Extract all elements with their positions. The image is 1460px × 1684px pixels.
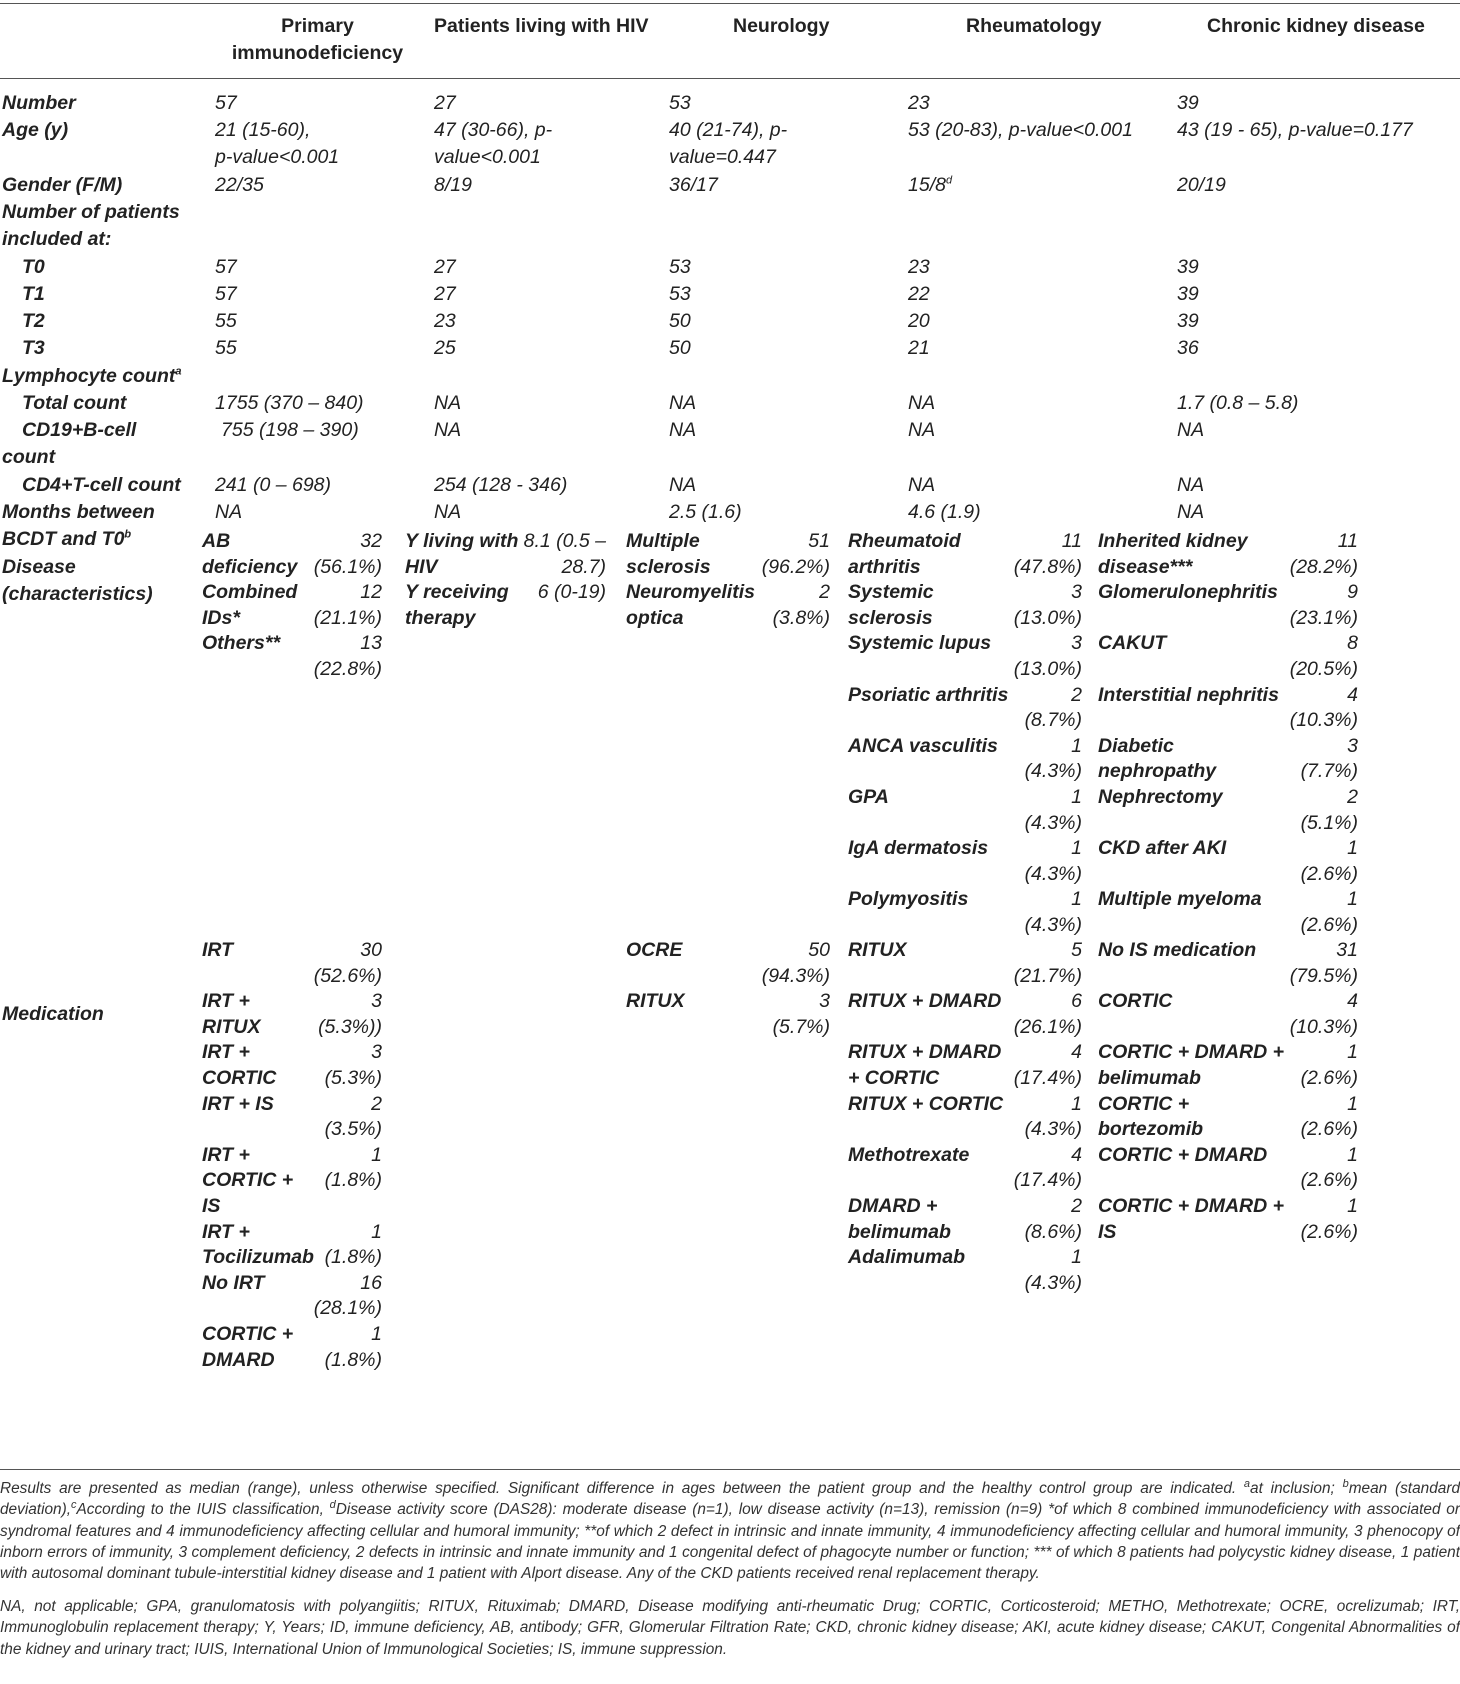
medication-rheum-value-2: (17.4%) — [1013, 1067, 1082, 1089]
row-label-number: Number — [2, 92, 76, 114]
disease-ckd-name-2: CAKUT — [1098, 632, 1167, 655]
medication-rheum-value-6: 1 — [1071, 1246, 1082, 1269]
medication-pid-name-0: IRT — [202, 939, 234, 961]
t3-cell-0: 55 — [215, 337, 237, 359]
cd4-cell-0: 241 (0 – 698) — [215, 474, 332, 496]
medication-ckd-value-4: 1 — [1347, 1143, 1358, 1166]
medication-ckd-name-2: CORTIC + DMARD + — [1098, 1041, 1284, 1064]
disease-ckd-value-7: 1 — [1347, 888, 1358, 911]
medication-rheum-value-5: (8.6%) — [1024, 1220, 1082, 1243]
t1-cell-0: 57 — [215, 283, 237, 305]
medication-ckd-value-3: (2.6%) — [1300, 1118, 1358, 1141]
disease-pid-value-1: 12 — [360, 581, 382, 604]
medication-ckd-value-0: (79.5%) — [1289, 964, 1358, 987]
cd4-cell-4: NA — [1177, 474, 1205, 496]
header-bottom-rule — [0, 78, 1460, 79]
disease-ckd-value-3: (10.3%) — [1289, 709, 1358, 732]
row-label-age: Age (y) — [2, 119, 69, 141]
disease-ckd-value-1: 9 — [1347, 581, 1358, 604]
number-cell-1: 27 — [434, 92, 456, 114]
row-label-t2: T2 — [22, 310, 45, 332]
disease-neuro-name-1: optica — [626, 606, 684, 629]
age-hiv: 47 (30-66), p- value<0.001 — [434, 119, 553, 168]
medication-neuro-value-1: (5.7%) — [772, 1015, 830, 1038]
disease-ckd-value-7: (2.6%) — [1300, 914, 1358, 936]
medication-pid-value-2: (5.3%) — [324, 1067, 382, 1089]
medication-rheum-name-5: belimumab — [848, 1220, 951, 1243]
disease-pid-name-1: Combined — [202, 581, 298, 604]
disease-rheum-value-5: (4.3%) — [1024, 811, 1082, 834]
disease-hiv-name-1: Y receiving — [405, 581, 509, 604]
disease-ckd-name-1: Glomerulonephritis — [1098, 581, 1278, 604]
t0-cell-0: 57 — [215, 256, 237, 278]
disease-rheum-value-5: 1 — [1071, 786, 1082, 808]
disease-neuro-value-1: (3.8%) — [772, 606, 830, 629]
medication-pid-value-3: 2 — [371, 1092, 382, 1115]
disease-hiv-value-0: 8.1 (0.5 – — [523, 530, 606, 552]
gender-neurology: 36/17 — [669, 174, 718, 196]
disease-hiv-name-0: Y living with — [405, 530, 519, 552]
disease-ckd-name-5: Nephrectomy — [1098, 786, 1223, 808]
medication-ckd-name-5: IS — [1098, 1220, 1117, 1243]
medication-pid-value-1: 3 — [371, 990, 382, 1013]
medication-rheum-name-0: RITUX — [848, 939, 907, 961]
medication-rheum-value-4: 4 — [1071, 1143, 1082, 1166]
cd4-cell-1: 254 (128 - 346) — [434, 474, 568, 496]
medication-pid-name-7: DMARD — [202, 1348, 275, 1371]
medication-pid-name-4: IRT + — [202, 1143, 250, 1166]
months-cell-4: NA — [1177, 501, 1205, 523]
medication-ckd-name-0: No IS medication — [1098, 939, 1257, 961]
medication-pid-name-4: CORTIC + — [202, 1169, 294, 1192]
disease-rheum-value-3: (8.7%) — [1024, 709, 1082, 732]
number-cell-2: 53 — [669, 92, 691, 114]
medication-rheum-name-4: Methotrexate — [848, 1143, 970, 1166]
medication-ckd-value-5: (2.6%) — [1300, 1220, 1358, 1243]
medication-pid-name-1: RITUX — [202, 1015, 261, 1038]
disease-ckd-value-1: (23.1%) — [1289, 606, 1358, 629]
medication-pid-name-2: IRT + — [202, 1041, 250, 1064]
medication-pid-value-5: 1 — [371, 1220, 382, 1243]
medication-rheum-value-1: 6 — [1071, 990, 1082, 1013]
disease-rheum-name-1: Systemic — [848, 581, 934, 604]
t1-cell-1: 27 — [434, 283, 456, 305]
disease-pid-name-0: deficiency — [202, 555, 298, 578]
age-ckd: 43 (19 - 65), p-value=0.177 — [1177, 119, 1413, 141]
disease-rheum-value-0: 11 — [1061, 530, 1082, 552]
medication-neuro-name-0: OCRE — [626, 939, 683, 961]
medication-pid-name-3: IRT + IS — [202, 1092, 274, 1115]
disease-rheum-value-1: 3 — [1071, 581, 1082, 604]
medication-pid-value-0: 30 — [360, 939, 382, 961]
disease-pid-name-0: AB — [202, 530, 231, 552]
medication-pid-name-5: IRT + — [202, 1220, 250, 1243]
total-cell-2: NA — [669, 392, 697, 414]
cd19-cell-2: NA — [669, 419, 697, 441]
disease-hiv-name-0: HIV — [405, 555, 438, 578]
disease-rheum-name-6: IgA dermatosis — [848, 837, 989, 860]
medication-rheum-value-5: 2 — [1071, 1195, 1082, 1217]
row-label-included: Number of patients included at: — [2, 201, 180, 250]
header-neurology: Neurology — [733, 15, 830, 37]
disease-rheum-name-0: Rheumatoid — [848, 530, 961, 552]
t1-cell-2: 53 — [669, 283, 691, 305]
t3-cell-3: 21 — [908, 337, 930, 359]
medication-pid-name-1: IRT + — [202, 990, 250, 1013]
medication-pid-value-4: (1.8%) — [324, 1169, 382, 1192]
header-ckd: Chronic kidney disease — [1207, 15, 1425, 37]
disease-rheum-name-0: arthritis — [848, 555, 921, 578]
medication-ckd-name-1: CORTIC — [1098, 990, 1173, 1013]
medication-rheum-value-0: 5 — [1071, 939, 1082, 961]
row-label-t1: T1 — [22, 283, 45, 305]
disease-rheum-name-2: Systemic lupus — [848, 632, 992, 655]
disease-pid-value-1: (21.1%) — [313, 606, 382, 629]
disease-ckd-name-0: disease*** — [1098, 555, 1193, 578]
table-bottom-rule — [0, 1469, 1460, 1470]
header-primary-immunodeficiency: Primary immunodeficiency — [231, 15, 404, 64]
cd19-cell-3: NA — [908, 419, 936, 441]
age-pid: 21 (15-60), p-value<0.001 — [215, 119, 340, 168]
medication-ckd-value-3: 1 — [1347, 1092, 1358, 1115]
medication-neuro-value-1: 3 — [819, 990, 830, 1013]
disease-ckd-value-5: (5.1%) — [1300, 811, 1358, 834]
medication-ckd-value-2: (2.6%) — [1300, 1067, 1358, 1089]
disease-ckd-value-0: (28.2%) — [1289, 555, 1358, 578]
disease-neuro-name-0: sclerosis — [626, 555, 711, 578]
disease-ckd-name-7: Multiple myeloma — [1098, 888, 1262, 911]
header-rheumatology: Rheumatology — [966, 15, 1102, 37]
disease-ckd-name-0: Inherited kidney — [1098, 530, 1248, 552]
disease-hiv-value-1: 6 (0-19) — [537, 581, 606, 604]
medication-ckd-value-4: (2.6%) — [1300, 1169, 1358, 1192]
medication-pid-value-5: (1.8%) — [324, 1246, 382, 1269]
disease-rheum-name-3: Psoriatic arthritis — [848, 683, 1009, 706]
t2-cell-2: 50 — [669, 310, 691, 332]
medication-pid-value-6: 16 — [360, 1271, 382, 1294]
disease-rheum-name-7: Polymyositis — [848, 888, 969, 911]
disease-ckd-name-4: nephropathy — [1098, 760, 1217, 783]
disease-neuro-value-0: 51 — [808, 530, 830, 552]
medication-neuro-value-0: 50 — [808, 939, 830, 961]
table-top-rule — [0, 3, 1460, 4]
medication-rheum-value-2: 4 — [1071, 1041, 1082, 1064]
medication-rheum-value-3: 1 — [1071, 1092, 1082, 1115]
disease-neuro-value-0: (96.2%) — [761, 555, 830, 578]
medication-ckd-value-0: 31 — [1336, 939, 1358, 961]
t3-cell-2: 50 — [669, 337, 691, 359]
medication-rheum-name-1: RITUX + DMARD — [848, 990, 1002, 1013]
age-neurology: 40 (21-74), p- value=0.447 — [669, 119, 788, 168]
medication-rheum-value-1: (26.1%) — [1013, 1015, 1082, 1038]
disease-rheum-name-4: ANCA vasculitis — [848, 734, 998, 757]
medication-ckd-name-4: CORTIC + DMARD — [1098, 1143, 1268, 1166]
medication-pid-name-7: CORTIC + — [202, 1323, 294, 1345]
disease-rheum-value-2: 3 — [1071, 632, 1082, 655]
t3-cell-1: 25 — [434, 337, 456, 359]
disease-ckd-name-4: Diabetic — [1098, 734, 1174, 757]
medication-rheum-value-4: (17.4%) — [1013, 1169, 1082, 1192]
disease-neuro-name-0: Multiple — [626, 530, 700, 552]
row-label-disease: Disease (characteristics) — [2, 556, 153, 605]
cd19-cell-0: 755 (198 – 390) — [221, 419, 359, 441]
t0-cell-1: 27 — [434, 256, 456, 278]
total-cell-4: 1.7 (0.8 – 5.8) — [1177, 392, 1299, 414]
number-cell-0: 57 — [215, 92, 237, 114]
t0-cell-3: 23 — [908, 256, 930, 278]
medication-pid-name-5: Tocilizumab — [202, 1246, 314, 1269]
row-label-months: Months between BCDT and T0$^b$ — [2, 501, 155, 550]
disease-rheum-value-1: (13.0%) — [1013, 606, 1082, 629]
medication-pid-value-2: 3 — [371, 1041, 382, 1064]
months-cell-1: NA — [434, 501, 462, 523]
medication-ckd-value-1: (10.3%) — [1289, 1015, 1358, 1038]
medication-ckd-name-3: bortezomib — [1098, 1118, 1204, 1141]
medication-ckd-name-3: CORTIC + — [1098, 1092, 1190, 1115]
disease-ckd-value-3: 4 — [1347, 683, 1358, 706]
disease-rheum-value-7: 1 — [1071, 888, 1082, 911]
t1-cell-3: 22 — [908, 283, 930, 305]
cd4-cell-2: NA — [669, 474, 697, 496]
disease-pid-value-2: 13 — [360, 632, 382, 655]
medication-rheum-value-6: (4.3%) — [1024, 1271, 1082, 1294]
medication-pid-name-2: CORTIC — [202, 1067, 277, 1089]
medication-rheum-name-2: + CORTIC — [848, 1067, 940, 1089]
cd19-cell-1: NA — [434, 419, 462, 441]
disease-rheum-value-6: (4.3%) — [1024, 862, 1082, 885]
medication-pid-value-3: (3.5%) — [324, 1118, 382, 1141]
disease-ckd-value-4: (7.7%) — [1300, 760, 1358, 783]
medication-ckd-value-2: 1 — [1347, 1041, 1358, 1064]
disease-rheum-value-7: (4.3%) — [1024, 914, 1082, 936]
t2-cell-3: 20 — [908, 310, 930, 332]
disease-ckd-value-2: (20.5%) — [1289, 658, 1358, 680]
disease-rheum-name-5: GPA — [848, 786, 889, 808]
disease-rheum-value-2: (13.0%) — [1013, 658, 1082, 680]
medication-rheum-name-3: RITUX + CORTIC — [848, 1092, 1004, 1115]
gender-ckd: 20/19 — [1177, 174, 1226, 196]
medication-pid-value-7: 1 — [371, 1323, 382, 1345]
t2-cell-4: 39 — [1177, 310, 1199, 332]
medication-neuro-name-1: RITUX — [626, 990, 685, 1013]
medication-rheum-value-0: (21.7%) — [1013, 964, 1082, 987]
disease-ckd-value-4: 3 — [1347, 734, 1358, 757]
row-label-total: Total count — [22, 392, 127, 414]
disease-rheum-name-1: sclerosis — [848, 606, 933, 629]
disease-ckd-value-2: 8 — [1347, 632, 1358, 655]
footnote-main: Results are presented as median (range), unless otherwise specified. Significant difference in ages between the patient group and the healthy control group are indicated. $^a$at inclusion; $^b$mean (standard deviation),$^c$According to the IUIS classification, $^d$Disease activity score (DAS28): moderate disease (n=1), low disease activity (n=13), remission (n=9) *of which 8 combined immunodeficiency with associated or syndromal features and 4 immunodeficiency affecting cellular and humoral immunity; **of which 2 defect in intrinsic and innate immunity, 4 immunodeficiency affecting cellular and humoral immunity, 3 phenocopy of inborn errors of immunity, 3 complement deficiency, 2 defects in intrinsic and innate immunity and 1 congenital defect of phagocyte number or function; *** of which 8 patients had polycystic kidney disease, 1 patient with autosomal dominant tubule-interstitial kidney disease and 1 patient with Alport disease. Any of the CKD patients received renal replacement therapy. — [0, 1477, 1460, 1583]
disease-hiv-name-1: therapy — [405, 606, 476, 629]
medication-pid-name-4: IS — [202, 1195, 221, 1217]
disease-pid-value-2: (22.8%) — [313, 658, 382, 680]
total-cell-1: NA — [434, 392, 462, 414]
medication-ckd-value-5: 1 — [1347, 1195, 1358, 1217]
row-label-t0: T0 — [22, 256, 45, 278]
disease-ckd-name-3: Interstitial nephritis — [1098, 683, 1279, 706]
t3-cell-4: 36 — [1177, 337, 1199, 359]
disease-rheum-value-4: (4.3%) — [1024, 760, 1082, 783]
gender-rheumatology: 15/8$^d$ — [908, 174, 953, 196]
t0-cell-4: 39 — [1177, 256, 1199, 278]
medication-rheum-name-2: RITUX + DMARD — [848, 1041, 1002, 1064]
disease-pid-name-2: Others** — [202, 632, 281, 655]
gender-hiv: 8/19 — [434, 174, 472, 196]
disease-ckd-name-6: CKD after AKI — [1098, 837, 1227, 860]
medication-pid-value-6: (28.1%) — [313, 1297, 382, 1320]
row-label-lymphocyte: Lymphocyte count$^a$ — [2, 365, 182, 387]
medication-pid-value-0: (52.6%) — [313, 964, 382, 987]
disease-rheum-value-3: 2 — [1071, 683, 1082, 706]
medication-rheum-name-6: Adalimumab — [848, 1246, 966, 1269]
row-label-t3: T3 — [22, 337, 45, 359]
disease-rheum-value-4: 1 — [1071, 734, 1082, 757]
disease-pid-value-0: (56.1%) — [313, 555, 382, 578]
disease-pid-name-1: IDs* — [202, 606, 240, 629]
gender-pid: 22/35 — [215, 174, 264, 196]
header-hiv: Patients living with HIV — [434, 15, 649, 37]
disease-ckd-value-6: (2.6%) — [1300, 862, 1358, 885]
t0-cell-2: 53 — [669, 256, 691, 278]
medication-pid-value-1: (5.3%)) — [318, 1015, 382, 1038]
months-cell-0: NA — [215, 501, 243, 523]
total-cell-3: NA — [908, 392, 936, 414]
total-cell-0: 1755 (370 – 840) — [215, 392, 364, 414]
medication-ckd-name-5: CORTIC + DMARD + — [1098, 1195, 1284, 1217]
disease-ckd-value-0: 11 — [1337, 530, 1358, 552]
medication-rheum-name-5: DMARD + — [848, 1195, 938, 1217]
medication-rheum-value-3: (4.3%) — [1024, 1118, 1082, 1141]
months-cell-3: 4.6 (1.9) — [908, 501, 981, 523]
t1-cell-4: 39 — [1177, 283, 1199, 305]
number-cell-4: 39 — [1177, 92, 1199, 114]
row-label-medication: Medication — [2, 1003, 104, 1025]
footnote-abbreviations: NA, not applicable; GPA, granulomatosis with polyangiitis; RITUX, Rituximab; DMARD, Disease modifying anti-rheumatic Drug; CORTIC, Corticosteroid; METHO, Methotrexate; OCRE, ocrelizumab; IRT, Immunoglobulin replacement therapy; Y, Years; ID, immune deficiency, AB, antibody; GFR, Glomerular Filtration Rate; CKD, chronic kidney disease; AKI, acute kidney disease; CAKUT, Congenital Abnormalities of the kidney and urinary tract; IUIS, International Union of Immunological Societies; IS, immune suppression. — [0, 1598, 1460, 1658]
disease-neuro-value-1: 2 — [819, 581, 830, 604]
disease-rheum-value-6: 1 — [1071, 837, 1082, 860]
disease-ckd-value-5: 2 — [1347, 786, 1358, 808]
number-cell-3: 23 — [908, 92, 930, 114]
disease-pid-value-0: 32 — [360, 530, 382, 552]
medication-neuro-value-0: (94.3%) — [761, 964, 830, 987]
months-cell-2: 2.5 (1.6) — [669, 501, 742, 523]
t2-cell-1: 23 — [434, 310, 456, 332]
cd4-cell-3: NA — [908, 474, 936, 496]
disease-ckd-value-6: 1 — [1347, 837, 1358, 860]
cd19-cell-4: NA — [1177, 419, 1205, 441]
medication-ckd-name-2: belimumab — [1098, 1067, 1201, 1089]
disease-hiv-value-0: 28.7) — [561, 555, 606, 578]
t2-cell-0: 55 — [215, 310, 237, 332]
medication-pid-value-4: 1 — [371, 1143, 382, 1166]
disease-rheum-value-0: (47.8%) — [1013, 555, 1082, 578]
row-label-gender: Gender (F/M) — [2, 174, 123, 196]
medication-pid-name-6: No IRT — [202, 1271, 265, 1294]
disease-neuro-name-1: Neuromyelitis — [626, 581, 755, 604]
row-label-cd19: CD19+B-cell count — [2, 419, 137, 468]
row-label-cd4: CD4+T-cell count — [22, 474, 181, 496]
age-rheumatology: 53 (20-83), p-value<0.001 — [908, 119, 1133, 141]
medication-ckd-value-1: 4 — [1347, 990, 1358, 1013]
medication-pid-value-7: (1.8%) — [324, 1348, 382, 1371]
